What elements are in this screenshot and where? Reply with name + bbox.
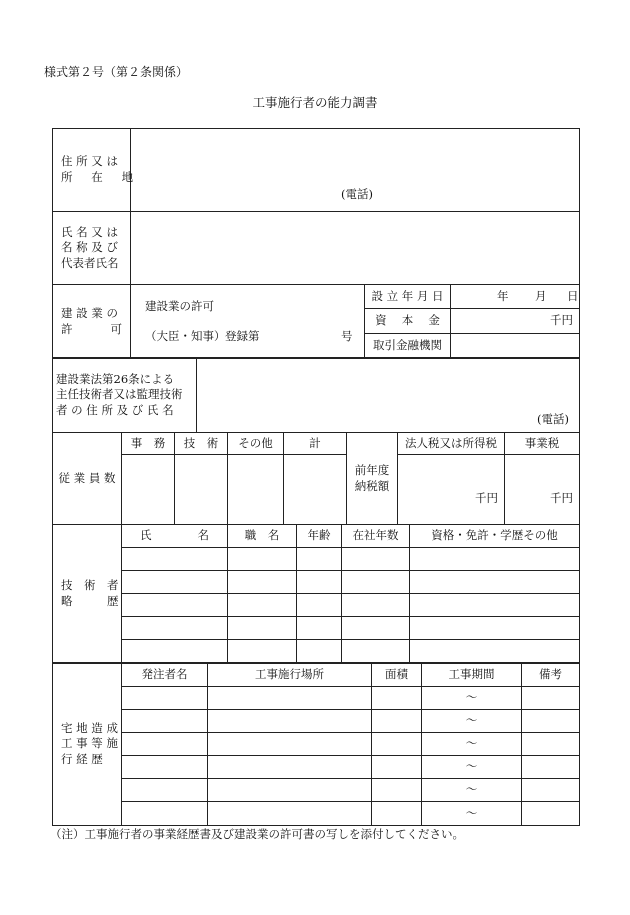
income-tax-field[interactable]: 千円	[398, 455, 505, 525]
engineer-label: 建設業法第26条による 主任技術者又は監理技術 者 の 住 所 及 び 氏 名	[53, 358, 197, 433]
minister-governor-label: （大臣・知事）	[145, 329, 226, 343]
name-field[interactable]	[131, 212, 580, 285]
col-orderer: 発注者名	[122, 663, 208, 687]
table-row: ～	[53, 756, 580, 779]
bank-field[interactable]	[451, 334, 580, 359]
registration-label: 登録第	[225, 329, 260, 343]
col-other: その他	[228, 433, 284, 455]
page-title: 工事施行者の能力調書	[252, 95, 378, 110]
permit-label: 建設業の許可	[145, 299, 214, 313]
engineer-phone-label: (電話)	[537, 412, 569, 426]
technical-count-field[interactable]	[175, 455, 228, 525]
col-tech-position: 職 名	[228, 525, 297, 548]
table-row: ～	[53, 802, 580, 826]
established-label: 設 立 年 月 日	[365, 285, 451, 309]
capital-field[interactable]: 千円	[451, 309, 580, 334]
col-period: 工事期間	[422, 663, 522, 687]
engineer-field[interactable]	[197, 358, 580, 433]
established-field[interactable]	[451, 285, 580, 309]
license-section	[52, 284, 580, 359]
tax-label: 前年度 納税額	[347, 433, 398, 525]
registration-suffix: 号	[341, 329, 353, 343]
col-remarks: 備考	[522, 663, 580, 687]
address-section	[52, 128, 580, 212]
table-row	[53, 548, 580, 571]
other-count-field[interactable]	[228, 455, 284, 525]
table-row	[53, 640, 580, 664]
col-tech-qualifications: 資格・免許・学歴その他	[410, 525, 580, 548]
col-tech-age: 年齢	[297, 525, 342, 548]
total-count-field[interactable]	[284, 455, 347, 525]
col-business-tax: 事業税	[505, 433, 580, 455]
address-label: 住 所 又 は 所 在 地	[53, 129, 131, 212]
address-field[interactable]	[131, 129, 580, 212]
business-tax-field[interactable]: 千円	[505, 455, 580, 525]
footnote: （注）工事施行者の事業経歴書及び建設業の許可書の写しを添付してください。	[50, 827, 464, 841]
col-clerical: 事 務	[122, 433, 175, 455]
address-phone-label: (電話)	[341, 187, 373, 201]
col-total: 計	[284, 433, 347, 455]
license-permit-cell[interactable]	[131, 285, 365, 359]
works-section	[52, 662, 580, 826]
name-label: 氏 名 又 は 名 称 及 び 代表者氏名	[53, 212, 131, 285]
col-income-tax: 法人税又は所得税	[398, 433, 505, 455]
license-label: 建 設 業 の 許 可	[53, 285, 131, 359]
technicians-label: 技 術 者 略 歴	[53, 525, 122, 664]
col-tech-years: 在社年数	[342, 525, 410, 548]
clerical-count-field[interactable]	[122, 455, 175, 525]
works-label: 宅 地 造 成 工 事 等 施 行 経 歴	[53, 663, 122, 826]
col-area: 面積	[372, 663, 422, 687]
table-row: ～	[53, 710, 580, 733]
table-row	[53, 617, 580, 640]
capital-label: 資 本 金	[365, 309, 451, 334]
employees-section	[52, 432, 580, 525]
col-site: 工事施行場所	[208, 663, 372, 687]
month-label: 月	[535, 289, 547, 303]
table-row: ～	[53, 733, 580, 756]
table-row: ～	[53, 779, 580, 802]
col-tech-name: 氏 名	[122, 525, 228, 548]
year-label: 年	[497, 289, 509, 303]
col-technical: 技 術	[175, 433, 228, 455]
technicians-section	[52, 524, 580, 664]
name-section	[52, 211, 580, 285]
engineer-section	[52, 357, 580, 433]
employees-label: 従 業 員 数	[53, 433, 122, 525]
day-label: 日	[567, 289, 579, 303]
table-row: ～	[53, 687, 580, 710]
table-row	[53, 571, 580, 594]
bank-label: 取引金融機関	[365, 334, 451, 359]
table-row	[53, 594, 580, 617]
form-number: 様式第２号（第２条関係）	[44, 65, 189, 79]
